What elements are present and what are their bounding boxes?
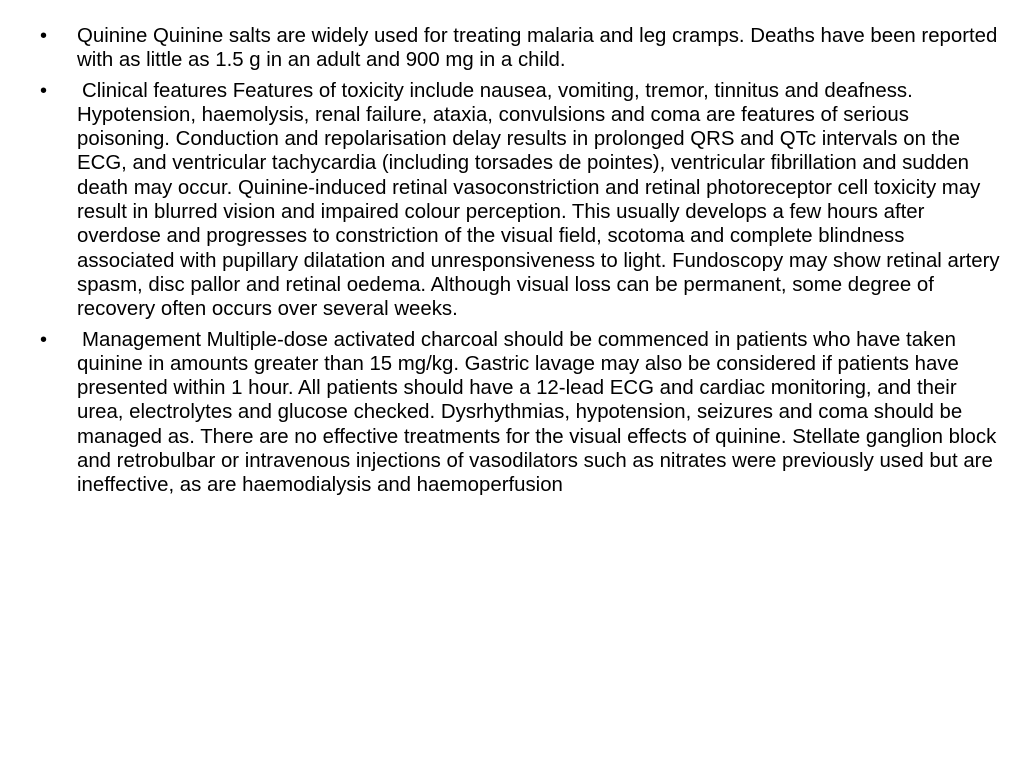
bullet-text-management: Management Multiple-dose activated charcoal should be commenced in patients who have taken quinine in amounts greater than 15 mg/kg. Gastric lavage may also be considered if patients have presented within 1 hour. All patients should have a 12-lead ECG and cardiac monitoring, and their urea, electrolytes and glucose checked. Dysrhythmias, hypotension, seizures and coma should be managed as. There are no effective treatments for the visual effects of quinine. Stellate ganglion block and retrobulbar or intravenous injections of vasodilators such as nitrates were previously used but are ineffective, as are haemodialysis and haemoperfusion bbox=[77, 328, 997, 497]
bullet-text-clinical-features: Clinical features Features of toxicity include nausea, vomiting, tremor, tinnitus and deafness. Hypotension, haemolysis, renal failure, ataxia, convulsions and coma are features of serious poisoning. Conduction and repolarisation delay results in prolonged QRS and QTc intervals on the ECG, and ventricular tachycardia (including torsades de pointes), ventricular fibrillation and sudden death may occur. Quinine-induced retinal vasoconstriction and retinal photoreceptor cell toxicity may result in blurred vision and impaired colour perception. This usually develops a few hours after overdose and progresses to constriction of the visual field, scotoma and complete blindness associated with pupillary dilatation and unresponsiveness to light. Fundoscopy may show retinal artery spasm, disc pallor and retinal oedema. Although visual loss can be permanent, some degree of recovery often occurs over several weeks. bbox=[77, 79, 1000, 321]
bullet-icon: • bbox=[40, 25, 48, 47]
bullet-icon: • bbox=[40, 328, 48, 351]
bullet-item-clinical-features bbox=[36, 79, 1001, 322]
bullet-text-quinine: Quinine Quinine salts are widely used for treating malaria and leg cramps. Deaths have been reported with as little as 1.5 g in an adult and 900 mg in a child. bbox=[77, 25, 998, 72]
bullet-icon: • bbox=[40, 79, 48, 102]
bullet-item-quinine bbox=[36, 24, 1001, 73]
bullet-list bbox=[36, 24, 1001, 504]
bullet-item-management bbox=[36, 328, 1001, 498]
